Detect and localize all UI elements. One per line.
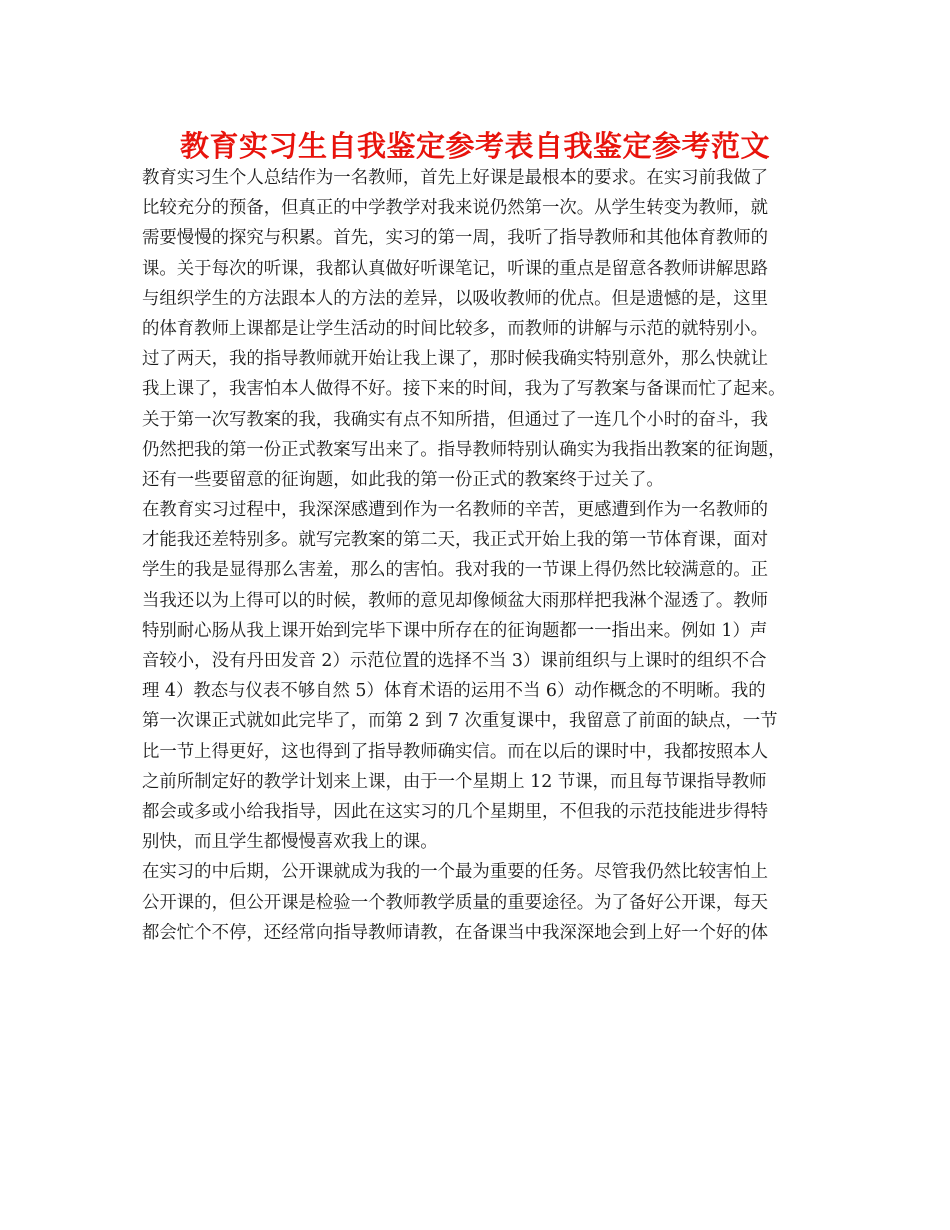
text-line: 仍然把我的第一份正式教案写出来了。指导教师特别认确实为我指出教案的征询题，: [142, 439, 786, 460]
text-line: 别快，而且学生都慢慢喜欢我上的课。: [142, 832, 438, 853]
document-body: [142, 163, 814, 948]
text-line: 教育实习生个人总结作为一名教师，首先上好课是最根本的要求。在实习前我做了: [142, 168, 769, 188]
text-line: 比较充分的预备，但真正的中学教学对我来说仍然第一次。从学生转变为教师，就: [142, 198, 769, 219]
document-title: 教育实习生自我鉴定参考表自我鉴定参考范文: [179, 129, 770, 163]
text-line: 公开课的，但公开课是检验一个教师教学质量的重要途径。为了备好公开课，每天: [142, 892, 769, 913]
text-line: 音较小，没有丹田发音 2）示范位置的选择不当 3）课前组织与上课时的组织不合: [142, 651, 767, 671]
text-line: 才能我还差特别多。就写完教案的第二天，我正式开始上我的第一节体育课，面对: [142, 530, 769, 551]
text-line: 我上课了，我害怕本人做得不好。接下来的时间，我为了写教案与备课而忙了起来。: [142, 379, 786, 400]
text-line: 当我还以为上得可以的时候，教师的意见却像倾盆大雨那样把我淋个湿透了。教师: [142, 590, 769, 611]
text-line: 都会忙个不停，还经常向指导教师请教，在备课当中我深深地会到上好一个好的体: [142, 922, 769, 943]
text-line: 还有一些要留意的征询题，如此我的第一份正式的教案终于过关了。: [142, 469, 664, 490]
text-line: 理 4）教态与仪表不够自然 5）体育术语的运用不当 6）动作概念的不明晰。我的: [142, 681, 766, 702]
text-line: 过了两天，我的指导教师就开始让我上课了，那时候我确实特别意外，那么快就让: [142, 349, 769, 370]
text-line: 第一次课正式就如此完毕了，而第 2 到 7 次重复课中，我留意了前面的缺点，一节: [142, 711, 778, 732]
text-line: 需要慢慢的探究与积累。首先，实习的第一周，我听了指导教师和其他体育教师的: [142, 228, 769, 249]
text-line: 都会或多或小给我指导，因此在这实习的几个星期里，不但我的示范技能进步得特: [142, 801, 769, 822]
text-line: 在教育实习过程中，我深深感遭到作为一名教师的辛苦，更感遭到作为一名教师的: [142, 500, 769, 521]
text-line: 关于第一次写教案的我，我确实有点不知所措，但通过了一连几个小时的奋斗，我: [142, 409, 769, 430]
text-line: 的体育教师上课都是让学生活动的时间比较多，而教师的讲解与示范的就特别小。: [142, 318, 769, 339]
text-line: 课。关于每次的听课，我都认真做好听课笔记，听课的重点是留意各教师讲解思路: [142, 258, 769, 279]
text-line: 在实习的中后期，公开课就成为我的一个最为重要的任务。尽管我仍然比较害怕上: [142, 862, 769, 883]
text-line: 特别耐心肠从我上课开始到完毕下课中所存在的征询题都一一指出来。例如 1）声: [142, 620, 768, 641]
text-line: 与组织学生的方法跟本人的方法的差异，以吸收教师的优点。但是遗憾的是，这里: [142, 288, 769, 309]
text-line: 学生的我是显得那么害羞，那么的害怕。我对我的一节课上得仍然比较满意的。正: [142, 560, 769, 581]
text-line: 之前所制定好的教学计划来上课，由于一个星期上 12 节课，而且每节课指导教师: [142, 771, 767, 792]
text-line: 比一节上得更好，这也得到了指导教师确实信。而在以后的课时中，我都按照本人: [142, 741, 769, 762]
